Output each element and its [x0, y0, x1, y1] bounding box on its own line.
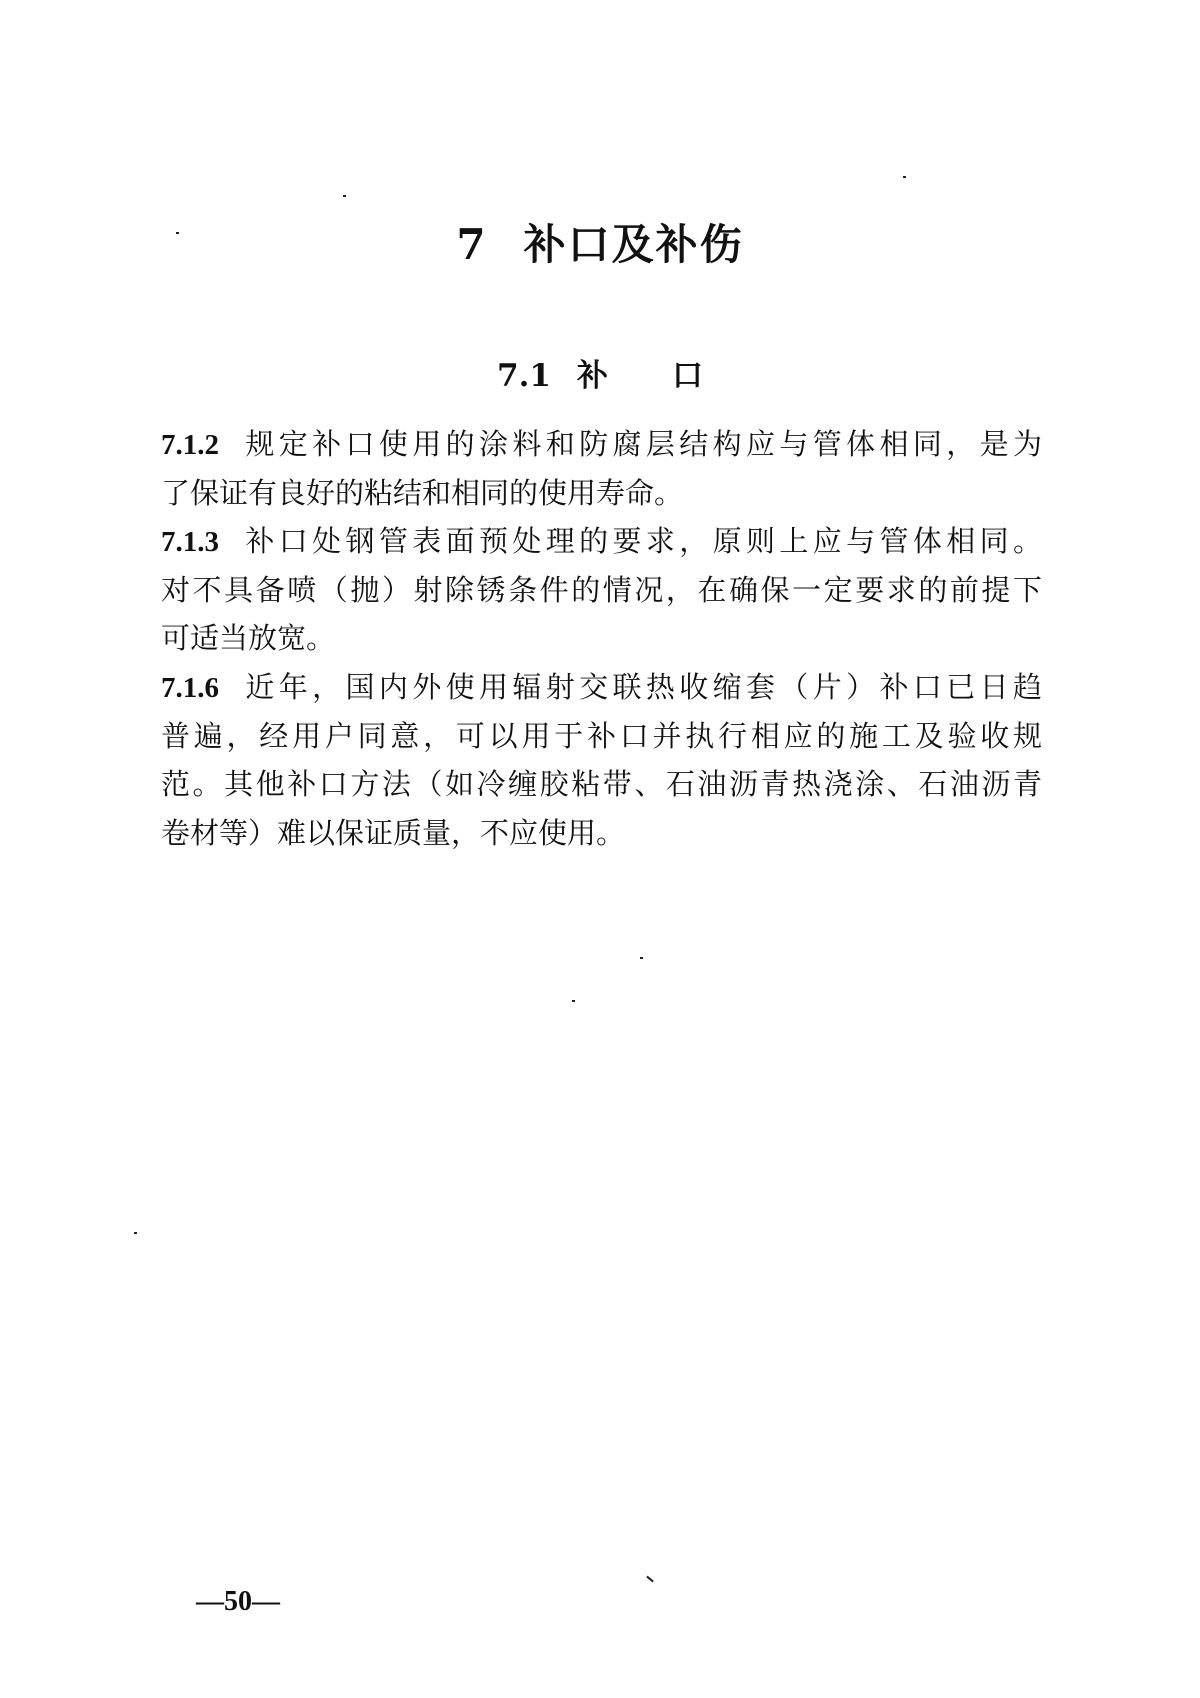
section-heading: [0, 350, 1200, 395]
chapter-title-text: 补口及补伤: [523, 220, 744, 269]
text-line: [161, 420, 1042, 469]
scan-speck: [134, 1232, 137, 1234]
line-text: 近年，国内外使用辐射交联热收缩套（片）补口已日趋: [241, 669, 1042, 704]
body-text: [161, 420, 1042, 857]
clause-number: 7.1.3: [161, 526, 219, 559]
text-line: [161, 517, 1042, 566]
clause-number: 7.1.6: [161, 671, 219, 704]
text-line: 可适当放宽。: [161, 621, 336, 656]
page-number: —50—: [196, 1586, 280, 1617]
text-line: 卷材等）难以保证质量，不应使用。: [161, 815, 626, 850]
paragraph-7-1-2: [161, 420, 1042, 517]
paragraph-7-1-6: [161, 663, 1042, 857]
scan-speck: [903, 176, 906, 178]
text-line: [161, 663, 1042, 712]
text-line: 了保证有良好的粘结和相同的使用寿命。: [161, 475, 684, 510]
text-line: 范。其他补口方法（如冷缠胶粘带、石油沥青热浇涂、石油沥青: [161, 767, 1042, 802]
scan-speck: [343, 195, 346, 197]
line-text: 规定补口使用的涂料和防腐层结构应与管体相同，是为: [241, 427, 1042, 461]
scan-speck: [646, 1576, 653, 1583]
clause-number: 7.1.2: [161, 429, 219, 461]
section-number: 7.1: [497, 358, 551, 394]
section-title-part2: 口: [671, 358, 703, 394]
scan-speck: [640, 957, 643, 959]
chapter-title: [0, 212, 1200, 272]
paragraph-7-1-3: [161, 517, 1042, 663]
chapter-number: 7: [456, 220, 488, 269]
section-title-part1: 补: [576, 358, 608, 394]
scan-speck: [572, 1000, 575, 1002]
text-line: 对不具备喷（抛）射除锈条件的情况，在确保一定要求的前提下: [161, 572, 1042, 607]
text-line: 普遍，经用户同意，可以用于补口并执行相应的施工及验收规: [161, 718, 1042, 753]
scan-speck: [176, 232, 179, 234]
line-text: 补口处钢管表面预处理的要求，原则上应与管体相同。: [241, 524, 1042, 559]
